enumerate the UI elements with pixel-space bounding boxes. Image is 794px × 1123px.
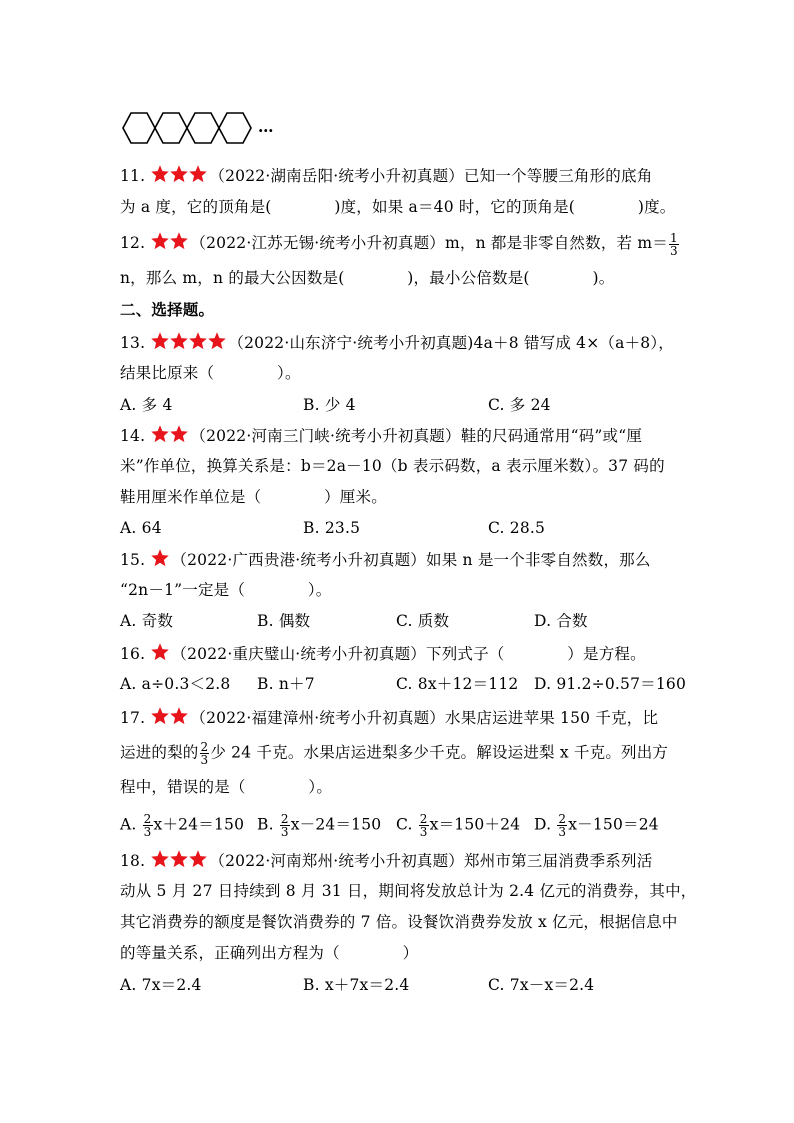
option-c[interactable]: C. 28.5 bbox=[488, 519, 546, 537]
option-b[interactable]: B. n＋7 bbox=[257, 675, 315, 693]
option-a[interactable]: A. 多 4 bbox=[120, 396, 173, 414]
difficulty-stars bbox=[150, 642, 169, 668]
option-a[interactable]: A. 7x＝2.4 bbox=[120, 976, 202, 994]
question-13-line2: 结果比原来（ ）。 bbox=[120, 364, 301, 382]
question-text: （2022·广西贵港·统考小升初真题）如果 n 是一个非零自然数，那么 bbox=[171, 551, 651, 569]
section-title: 二、选择题。 bbox=[120, 300, 215, 319]
option-c[interactable]: C. 8x＋12＝112 bbox=[396, 675, 519, 693]
question-12-line2: n，那么 m，n 的最大公因数是( )，最小公倍数是( )。 bbox=[120, 269, 615, 287]
difficulty-stars bbox=[150, 849, 207, 875]
star-icon bbox=[150, 164, 170, 184]
question-12 bbox=[120, 231, 680, 257]
fraction-one-third: $\frac{1}{3}$ bbox=[669, 230, 678, 258]
question-16 bbox=[120, 642, 646, 668]
star-icon bbox=[207, 331, 227, 351]
star-icon bbox=[150, 331, 170, 351]
option-d[interactable]: D. 合数 bbox=[534, 612, 588, 630]
difficulty-stars bbox=[150, 164, 207, 190]
star-icon bbox=[150, 849, 170, 869]
option-c[interactable]: C. 质数 bbox=[396, 612, 450, 630]
question-18 bbox=[120, 849, 652, 875]
star-icon bbox=[150, 424, 170, 444]
option-d[interactable]: D. $\frac{2}{3}$ x－150＝24 bbox=[534, 812, 659, 839]
question-14-line2: 米”作单位，换算关系是：b＝2a－10（b 表示码数，a 表示厘米数）。37 码的 bbox=[120, 457, 665, 475]
option-b[interactable]: B. $\frac{2}{3}$ x－24＝150 bbox=[257, 812, 382, 839]
star-icon bbox=[169, 331, 189, 351]
hexagon-shape bbox=[155, 113, 187, 143]
question-number: 12. bbox=[120, 234, 146, 252]
option-a[interactable]: A. 64 bbox=[120, 519, 162, 537]
question-11-line2: 为 a 度，它的顶角是( )度，如果 a＝40 时，它的顶角是( )度。 bbox=[120, 198, 676, 216]
question-number: 13. bbox=[120, 334, 146, 352]
question-13 bbox=[120, 331, 674, 357]
option-a[interactable]: A. 奇数 bbox=[120, 612, 174, 630]
question-text: （2022·江苏无锡·统考小升初真题）m，n 都是非零自然数，若 m＝ bbox=[190, 234, 668, 252]
question-14 bbox=[120, 424, 642, 450]
star-icon bbox=[150, 642, 170, 662]
difficulty-stars bbox=[150, 231, 188, 257]
question-17-line3: 程中，错误的是（ ）。 bbox=[120, 778, 333, 796]
question-number: 11. bbox=[120, 167, 146, 185]
question-17 bbox=[120, 706, 658, 732]
question-text: （2022·福建漳州·统考小升初真题）水果店运进苹果 150 千克，比 bbox=[190, 709, 659, 727]
question-18-line4: 的等量关系，正确列出方程为（ ） bbox=[120, 944, 419, 962]
question-number: 17. bbox=[120, 709, 146, 727]
star-icon bbox=[150, 706, 170, 726]
hexagon-shape bbox=[219, 113, 251, 143]
question-number: 15. bbox=[120, 551, 146, 569]
option-d[interactable]: D. 91.2÷0.57＝160 bbox=[534, 675, 687, 693]
question-17-line2: 运进的梨的 $\frac{2}{3}$ 少 24 千克。水果店运进梨多少千克。解设运进梨 x 千克。列出方 bbox=[120, 740, 669, 767]
question-14-line3: 鞋用厘米作单位是（ ）厘米。 bbox=[120, 488, 387, 506]
question-18-line3: 其它消费券的额度是餐饮消费券的 7 倍。设餐饮消费券发放 x 亿元，根据信息中 bbox=[120, 913, 678, 931]
star-icon bbox=[169, 164, 189, 184]
question-11 bbox=[120, 164, 652, 190]
star-icon bbox=[188, 331, 208, 351]
question-text: （2022·重庆璧山·统考小升初真题）下列式子（ ）是方程。 bbox=[171, 645, 646, 663]
question-number: 16. bbox=[120, 645, 146, 663]
option-c[interactable]: C. $\frac{2}{3}$ x＝150＋24 bbox=[396, 812, 521, 839]
difficulty-stars bbox=[150, 331, 226, 357]
option-b[interactable]: B. x＋7x＝2.4 bbox=[303, 976, 410, 994]
hexagon-shape bbox=[123, 113, 155, 143]
question-text: （2022·湖南岳阳·统考小升初真题）已知一个等腰三角形的底角 bbox=[209, 167, 653, 185]
option-b[interactable]: B. 23.5 bbox=[303, 519, 361, 537]
question-18-line2: 动从 5 月 27 日持续到 8 月 31 日，期间将发放总计为 2.4 亿元的消费券，其中， bbox=[120, 882, 697, 900]
option-c[interactable]: C. 多 24 bbox=[488, 396, 551, 414]
question-text: （2022·山东济宁·统考小升初真题)4a＋8 错写成 4×（a＋8）， bbox=[228, 334, 674, 352]
difficulty-stars bbox=[150, 706, 188, 732]
fraction-two-thirds: $\frac{2}{3}$ bbox=[200, 740, 209, 767]
option-a[interactable]: A. a÷0.3＜2.8 bbox=[120, 675, 231, 693]
question-number: 18. bbox=[120, 852, 146, 870]
option-b[interactable]: B. 少 4 bbox=[303, 396, 356, 414]
option-c[interactable]: C. 7x－x＝2.4 bbox=[488, 976, 595, 994]
star-icon bbox=[188, 849, 208, 869]
star-icon bbox=[188, 164, 208, 184]
question-15-line2: “2n－1”一定是（ ）。 bbox=[120, 581, 332, 599]
question-number: 14. bbox=[120, 427, 146, 445]
difficulty-stars bbox=[150, 548, 169, 574]
option-a[interactable]: A. $\frac{2}{3}$ x＋24＝150 bbox=[120, 812, 245, 839]
star-icon bbox=[169, 231, 189, 251]
hexagon-ellipsis: … bbox=[258, 117, 274, 136]
hexagon-shape bbox=[187, 113, 219, 143]
question-15 bbox=[120, 548, 651, 574]
question-text: （2022·河南郑州·统考小升初真题）郑州市第三届消费季系列活 bbox=[209, 852, 653, 870]
star-icon bbox=[150, 231, 170, 251]
star-icon bbox=[169, 849, 189, 869]
hexagon-chain-figure bbox=[120, 110, 260, 150]
difficulty-stars bbox=[150, 424, 188, 450]
star-icon bbox=[169, 424, 189, 444]
option-b[interactable]: B. 偶数 bbox=[257, 612, 311, 630]
star-icon bbox=[169, 706, 189, 726]
star-icon bbox=[150, 548, 170, 568]
question-text: （2022·河南三门峡·统考小升初真题）鞋的尺码通常用“码”或“厘 bbox=[190, 427, 643, 445]
